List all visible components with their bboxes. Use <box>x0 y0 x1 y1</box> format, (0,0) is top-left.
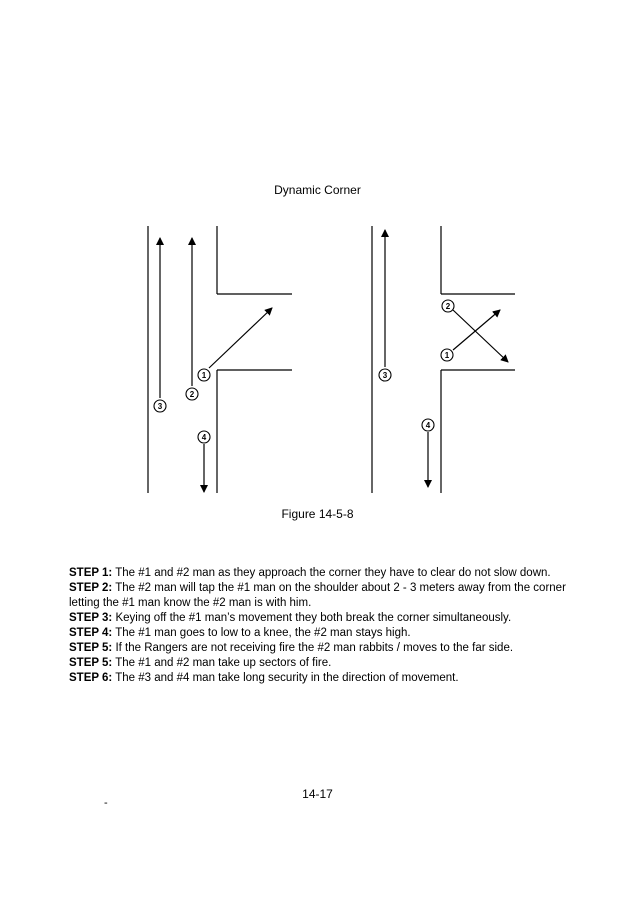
marker-three-right <box>379 369 391 381</box>
svg-text:1: 1 <box>201 371 207 380</box>
marker-three-left <box>154 400 166 412</box>
step-text: The #1 and #2 man as they approach the corner they have to clear do not slow down. <box>112 567 551 579</box>
step-label: STEP 1: <box>69 567 113 579</box>
figure-caption: Figure 14-5-8 <box>281 507 354 521</box>
step-label: STEP 4: <box>69 627 113 639</box>
step-text: If the Rangers are not receiving fire the #2 man rabbits / moves to the far side. <box>112 642 514 654</box>
marker-four-left <box>198 431 210 443</box>
marker-one-left <box>198 369 210 381</box>
step-item <box>69 566 599 581</box>
step-text: The #2 man will tap the #1 man on the shoulder about 2 - 3 meters away from the corner letting the #1 man know the #2 man is with him. <box>69 582 566 609</box>
step-item <box>69 626 599 641</box>
steps-list <box>69 566 599 686</box>
svg-text:4: 4 <box>201 433 207 442</box>
marker-four-right <box>422 419 434 431</box>
svg-text:3: 3 <box>382 371 388 380</box>
step-text: Keying off the #1 man’s movement they both break the corner simultaneously. <box>112 612 512 624</box>
step-item <box>69 671 599 686</box>
step-label: STEP 6: <box>69 672 113 684</box>
svg-text:2: 2 <box>445 302 451 311</box>
footer-dash: - <box>104 797 108 809</box>
step-label: STEP 5: <box>69 642 113 654</box>
right-markers <box>379 300 454 431</box>
step-label: STEP 5: <box>69 657 113 669</box>
step-label: STEP 3: <box>69 612 113 624</box>
step-item <box>69 581 599 611</box>
arrow-one <box>209 308 272 368</box>
step-item <box>69 611 599 626</box>
step-text: The #1 man goes to low to a knee, the #2 man stays high. <box>112 627 411 639</box>
marker-two-right <box>442 300 454 312</box>
step-item <box>69 656 599 671</box>
step-text: The #3 and #4 man take long security in the direction of movement. <box>112 672 459 684</box>
step-label: STEP 2: <box>69 582 113 594</box>
marker-one-right <box>441 349 453 361</box>
figure-title: Dynamic Corner <box>274 183 361 197</box>
svg-text:4: 4 <box>425 421 431 430</box>
left-panel <box>148 226 292 493</box>
page-number: 14-17 <box>302 787 333 801</box>
svg-text:1: 1 <box>444 351 450 360</box>
svg-text:3: 3 <box>157 402 163 411</box>
step-item <box>69 641 599 656</box>
svg-text:2: 2 <box>189 390 195 399</box>
marker-two-left <box>186 388 198 400</box>
step-text: The #1 and #2 man take up sectors of fire. <box>112 657 332 669</box>
arrow-two <box>453 310 508 362</box>
left-markers <box>154 369 210 443</box>
